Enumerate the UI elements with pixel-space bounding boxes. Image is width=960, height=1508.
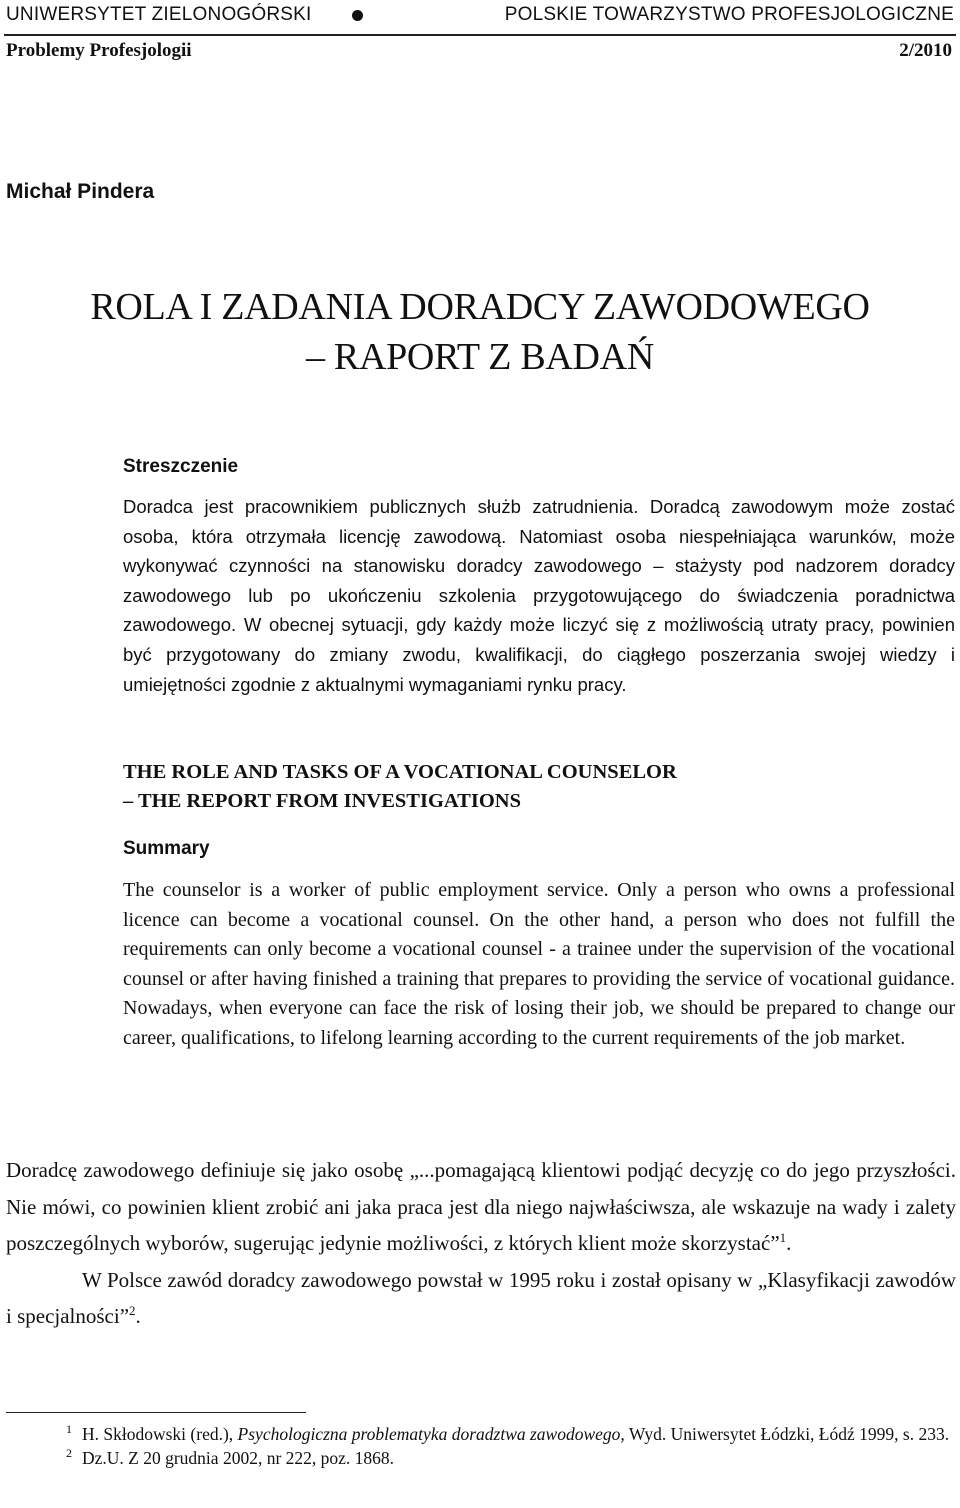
footnotes xyxy=(6,1420,956,1472)
footnote-1-author: H. Skłodowski (red.), xyxy=(82,1424,238,1444)
paragraph-2-text: W Polsce zawód doradcy zawodowego powstał w 1995 roku i został opisany w „Klasyfikacji zawodów i specjalności” xyxy=(6,1267,956,1328)
paragraph-2 xyxy=(6,1262,956,1335)
main-text xyxy=(6,1152,956,1335)
abstract-heading: Streszczenie xyxy=(123,456,239,477)
title-line-1: ROLA I ZADANIA DORADCY ZAWODOWEGO xyxy=(90,286,870,328)
journal-subheader xyxy=(6,40,952,62)
society-name: POLSKIE TOWARZYSTWO PROFESJOLOGICZNE xyxy=(504,4,954,25)
footnote-ref-2: 2 xyxy=(129,1303,136,1318)
abstract-section xyxy=(123,456,955,699)
summary-section xyxy=(123,758,955,1054)
summary-text: The counselor is a worker of public employment service. Only a person who owns a professional licence can become a vocational counsel. On the other hand, a person who does not fulfill the requirements can only become a vocational counsel - a trainee under the supervision of the vocational counsel or after having finished a training that prepares to providing the service of vocational guidance. Nowadays, when everyone can face the risk of losing their job, we should be prepared to change our career, qualifications, to lifelong learning according to the current requirements of the job market. xyxy=(123,879,955,1049)
summary-heading: Summary xyxy=(123,838,210,859)
bullet-separator xyxy=(352,10,363,21)
footnote-1-title: Psychologiczna problematyka doradztwa zawodowego, xyxy=(237,1424,625,1444)
title-line-2: – RAPORT Z BADAŃ xyxy=(306,336,654,378)
journal-header xyxy=(6,4,954,26)
article-title xyxy=(0,282,960,382)
footnote-ref-1: 1 xyxy=(779,1230,787,1245)
footnote-2-number: 2 xyxy=(66,1446,72,1460)
paragraph-1-end: . xyxy=(786,1231,792,1255)
paragraph-2-end: . xyxy=(135,1304,141,1328)
summary-title-line-1: THE ROLE AND TASKS OF A VOCATIONAL COUNSELOR xyxy=(123,761,677,783)
header-left xyxy=(6,4,403,26)
footnote-1-rest: Wyd. Uniwersytet Łódzki, Łódź 1999, s. 233. xyxy=(624,1424,950,1444)
author-name: Michał Pindera xyxy=(6,180,155,203)
abstract-text: Doradca jest pracownikiem publicznych służb zatrudnienia. Doradcą zawodowym może zostać osoba, która otrzymała licencję zawodową. Natomiast osoba niespełniająca warunków, może wykonywać czynności na stanowisku doradcy zawodowego – stażysty pod nadzorem doradcy zawodowego lub po ukończeniu szkolenia przygotowującego do świadczenia poradnictwa zawodowego. W obecnej sytuacji, gdy każdy może liczyć się z możliwością utraty pracy, powinien być przygotowany do zmiany zwodu, kwalifikacji, do ciągłego poszerzania swojej wiedzy i umiejętności zgodnie z aktualnymi wymaganiami rynku pracy. xyxy=(123,496,955,695)
header-divider xyxy=(4,34,956,36)
summary-title-line-2: – THE REPORT FROM INVESTIGATIONS xyxy=(123,790,521,812)
university-name: UNIWERSYTET ZIELONOGÓRSKI xyxy=(6,4,312,25)
issue-number: 2/2010 xyxy=(899,40,952,61)
footnote-1-number: 1 xyxy=(66,1422,72,1436)
journal-name: Problemy Profesjologii xyxy=(6,40,192,61)
paragraph-1 xyxy=(6,1152,956,1262)
footnote-divider xyxy=(6,1412,306,1413)
footnote-2-text: Dz.U. Z 20 grudnia 2002, nr 222, poz. 1868. xyxy=(82,1448,395,1468)
paragraph-1-text: Doradcę zawodowego definiuje się jako osobę „...pomagającą klientowi podjąć decyzję co do jego przyszłości. Nie mówi, co powinien klient zrobić ani jaka praca jest dla niego najwłaściwsza, ale wskazuje na wady i zalety poszczególnych wyborów, sugerując jedynie możliwości, z których klient może skorzystać” xyxy=(6,1158,956,1255)
footnote-2 xyxy=(6,1444,956,1472)
